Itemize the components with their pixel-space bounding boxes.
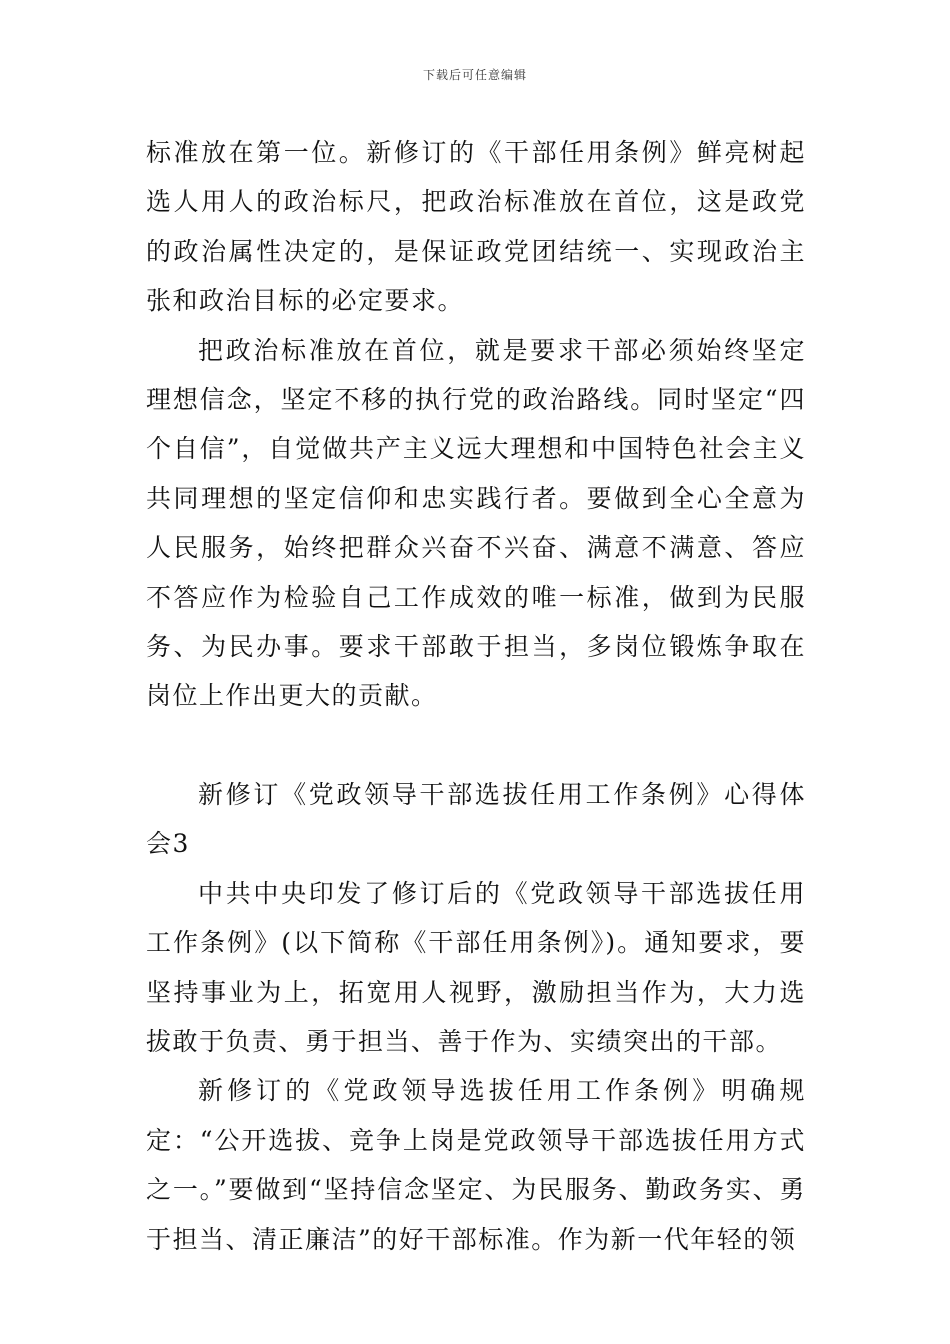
section-title: 新修订《党政领导干部选拔任用工作条例》心得体会3 (146, 779, 806, 859)
page-header: 下载后可任意编辑 (422, 68, 527, 82)
paragraph-1: 标准放在第一位。新修订的《干部任用条例》鲜亮树起选人用人的政治标尺，把政治标准放在首位，这是政党的政治属性决定的，是保证政党团结统一、实现政治主张和政治目标的必定要求。 (146, 138, 806, 316)
paragraph-4: 新修订的《党政领导选拔任用工作条例》明确规定：“公开选拔、竞争上岗是党政领导干部选拔任用方式之一。”要做到“坚持信念坚定、为民服务、勤政务实、勇于担当、清正廉洁”的好干部标准。作为新一代年轻的领 (146, 1076, 806, 1254)
document-body (146, 128, 806, 1264)
section-gap (146, 721, 806, 770)
paragraph-3: 中共中央印发了修订后的《党政领导干部选拔任用工作条例》(以下简称《干部任用条例》)。通知要求，要坚持事业为上，拓宽用人视野，激励担当作为，大力选拔敢于负责、勇于担当、善于作为、实绩突出的干部。 (146, 878, 806, 1056)
paragraph-2: 把政治标准放在首位，就是要求干部必须始终坚定理想信念，坚定不移的执行党的政治路线。同时坚定“四个自信”，自觉做共产主义远大理想和中国特色社会主义共同理想的坚定信仰和忠实践行者。要做到全心全意为人民服务，始终把群众兴奋不兴奋、满意不满意、答应不答应作为检验自己工作成效的唯一标准，做到为民服务、为民办事。要求干部敢于担当，多岗位锻炼争取在岗位上作出更大的贡献。 (146, 335, 806, 711)
